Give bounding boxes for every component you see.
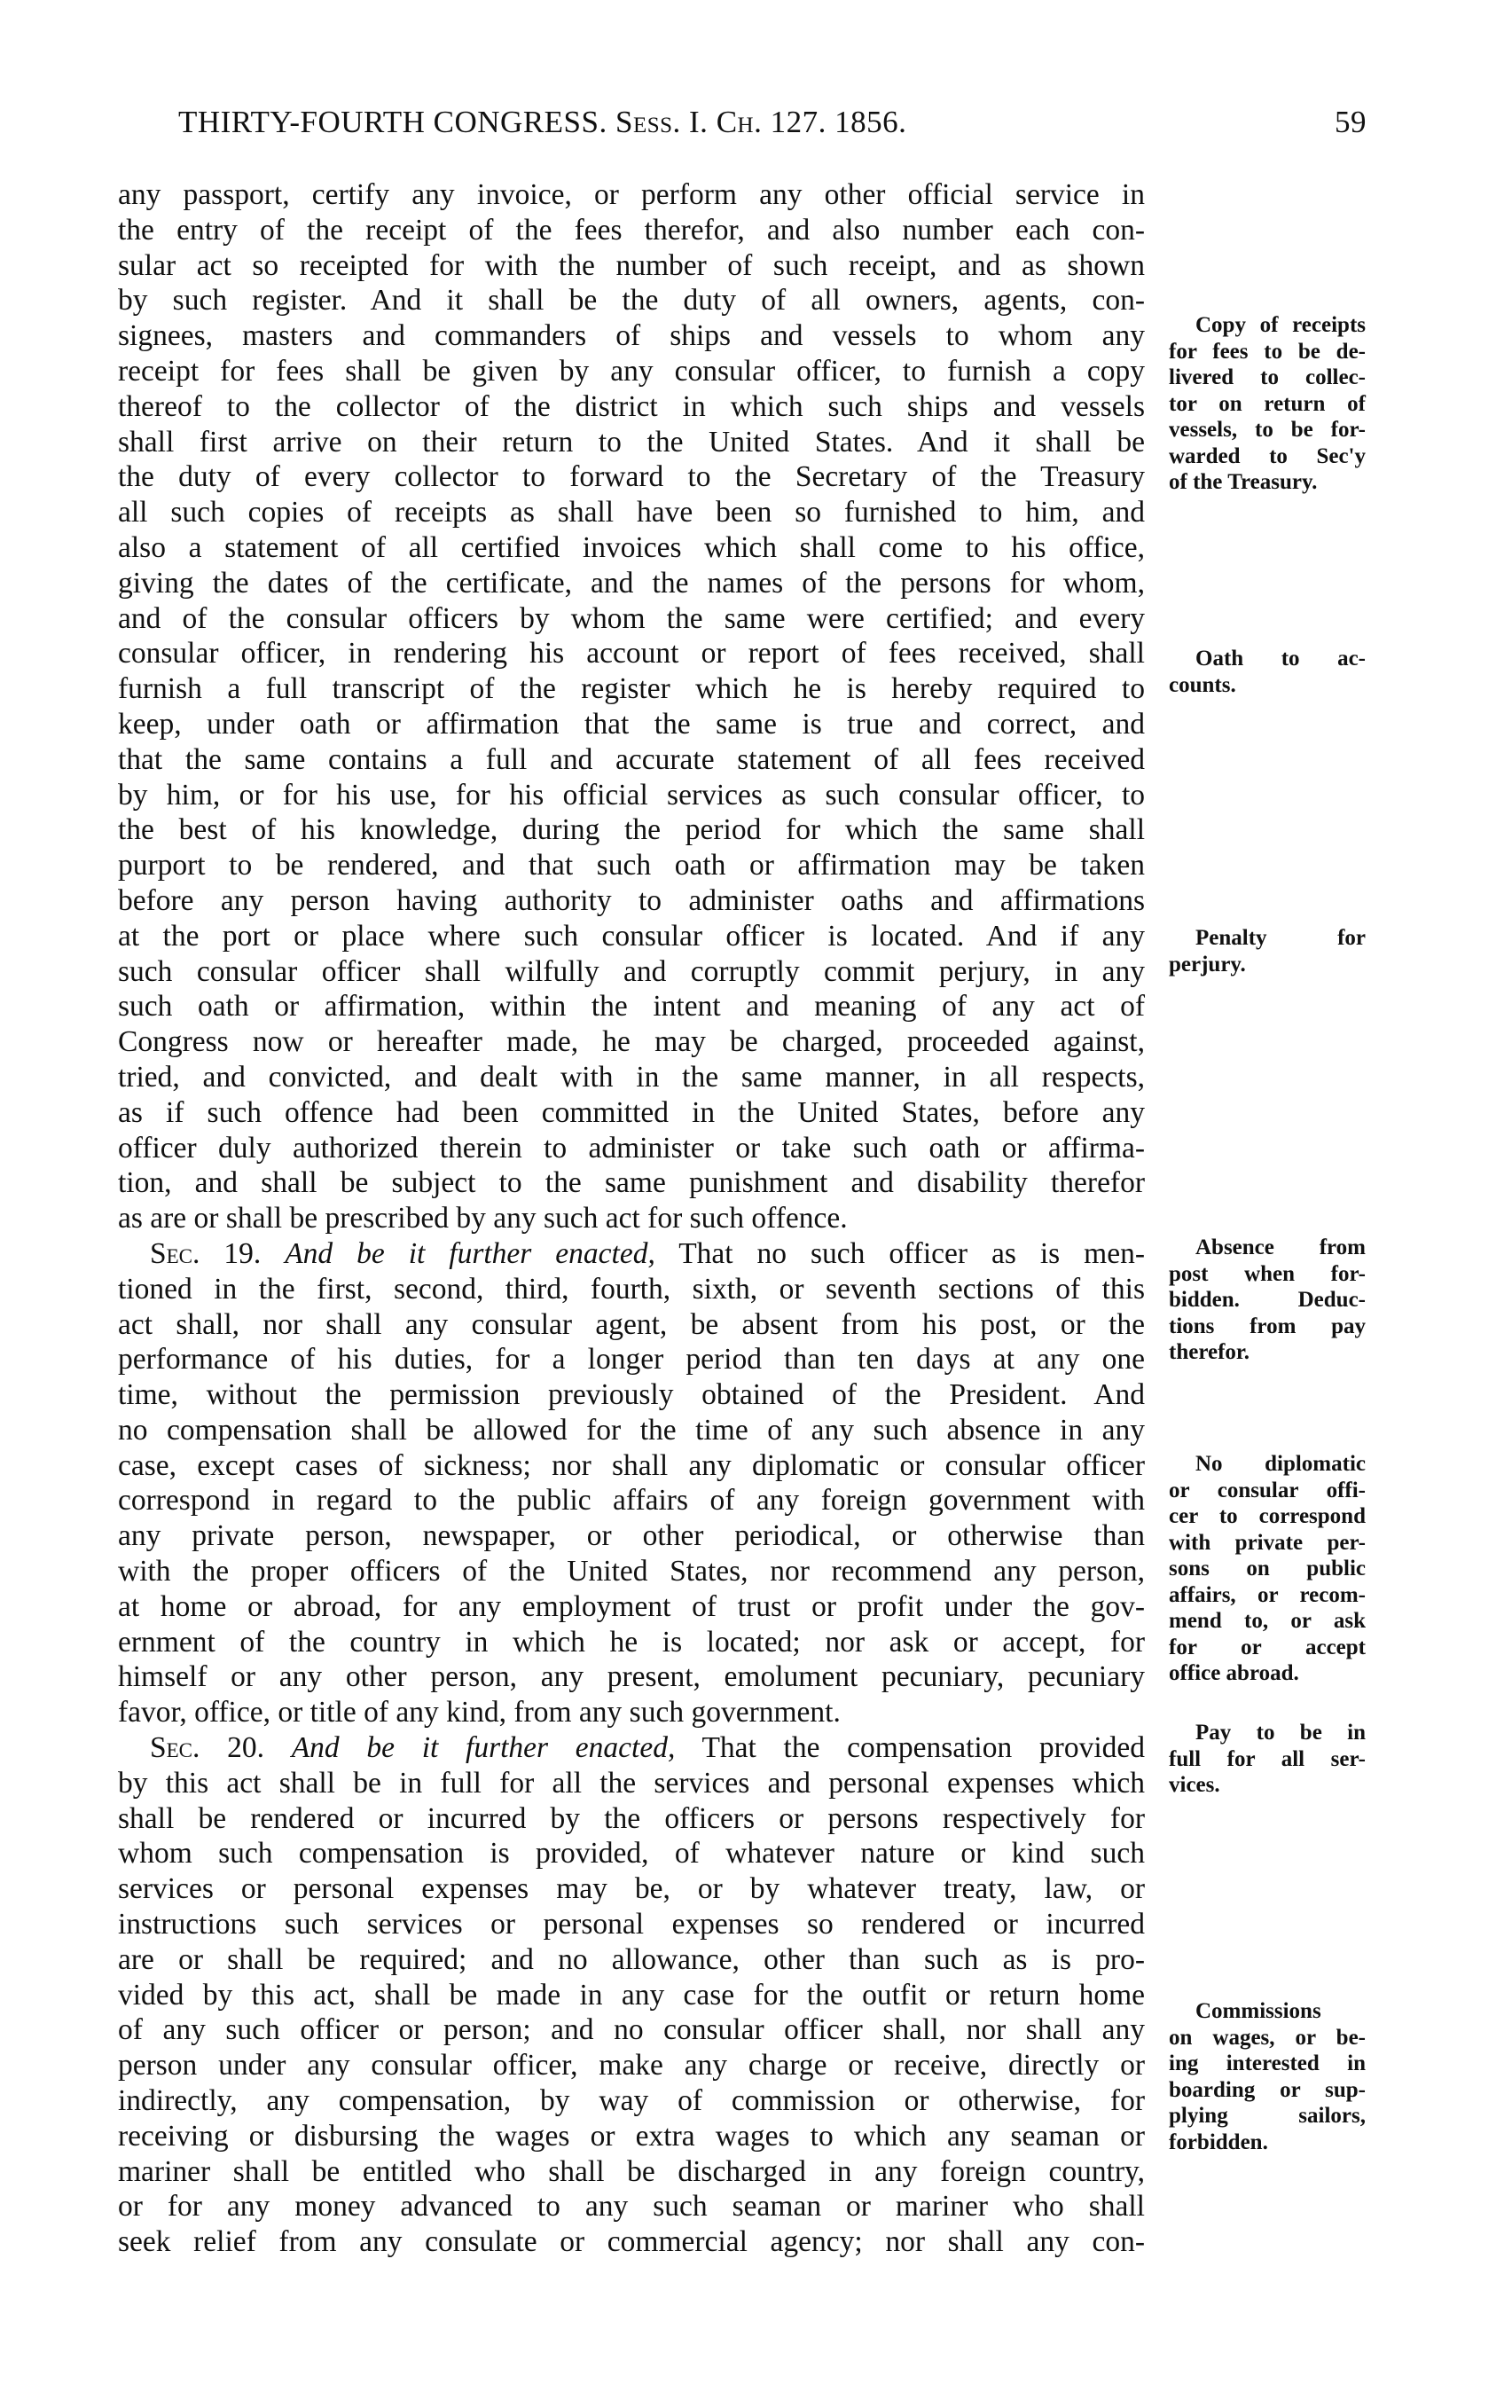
text-line bbox=[118, 1730, 1145, 1766]
text-line: consular officer, in rendering his account or report of fees received, shall bbox=[118, 637, 1145, 671]
margin-note-line: sons on public bbox=[1169, 1557, 1366, 1580]
session-label: Sess. I. bbox=[615, 105, 709, 139]
margin-note-line: full for all ser- bbox=[1169, 1746, 1366, 1771]
margin-note-line: or consular offi- bbox=[1169, 1478, 1366, 1502]
margin-note-line: forbidden. bbox=[1169, 2130, 1268, 2154]
margin-note-line: Copy of receipts bbox=[1195, 313, 1366, 337]
text-line: receipt for fees shall be given by any consular officer, to furnish a copy bbox=[118, 354, 1145, 388]
text-line: keep, under oath or affirmation that the same is true and correct, and bbox=[118, 707, 1145, 741]
margin-note-line: plying sailors, bbox=[1169, 2104, 1366, 2128]
text-line: signees, masters and commanders of ships and vessels to whom any bbox=[118, 319, 1145, 353]
text-line: or for any money advanced to any such seaman or mariner who shall bbox=[118, 2190, 1145, 2224]
margin-note-line: vessels, to be for- bbox=[1169, 418, 1366, 442]
section-text: That no such officer as is men- bbox=[678, 1236, 1145, 1270]
text-line: indirectly, any compensation, by way of commission or otherwise, for bbox=[118, 2084, 1145, 2118]
year-label: 1856. bbox=[834, 105, 907, 139]
margin-note-line: Penalty for bbox=[1195, 926, 1366, 950]
text-line: of any such officer or person; and no consular officer shall, nor shall any bbox=[118, 2013, 1145, 2047]
margin-note-line: cer to correspond bbox=[1169, 1504, 1366, 1528]
margin-note-line: No diplomatic bbox=[1195, 1452, 1366, 1476]
text-line: instructions such services or personal expenses so rendered or incurred bbox=[118, 1908, 1145, 1941]
text-line: vided by this act, shall be made in any case for the outfit or return home bbox=[118, 1978, 1145, 2012]
text-line: furnish a full transcript of the register which he is hereby required to bbox=[118, 672, 1145, 706]
page-number: 59 bbox=[1335, 105, 1367, 139]
text-line: correspond in regard to the public affairs of any foreign government with bbox=[118, 1484, 1145, 1518]
margin-note-line: warded to Sec'y bbox=[1169, 443, 1366, 468]
text-line: by him, or for his use, for his official services as such consular officer, to bbox=[118, 778, 1145, 812]
text-line: services or personal expenses may be, or by whatever treaty, law, or bbox=[118, 1872, 1145, 1906]
text-line: no compensation shall be allowed for the time of any such absence in any bbox=[118, 1413, 1145, 1447]
text-line: all such copies of receipts as shall have been so furnished to him, and bbox=[118, 496, 1145, 529]
margin-note-line: livered to collec- bbox=[1169, 365, 1366, 389]
congress-title: THIRTY-FOURTH CONGRESS. bbox=[178, 105, 607, 139]
margin-note-line: tor on return of bbox=[1169, 391, 1366, 416]
margin-note-line: Oath to ac- bbox=[1195, 647, 1366, 671]
text-line bbox=[118, 1236, 1145, 1272]
text-line: that the same contains a full and accurate statement of all fees received bbox=[118, 742, 1145, 776]
text-line: favor, office, or title of any kind, from any such government. bbox=[118, 1696, 841, 1730]
text-line: whom such compensation is provided, of whatever nature or kind such bbox=[118, 1837, 1145, 1871]
text-line: officer duly authorized therein to administer or take such oath or affirma- bbox=[118, 1131, 1145, 1165]
margin-note-copy-of-receipts bbox=[1169, 312, 1366, 496]
text-line: sular act so receipted for with the number of such receipt, and as shown bbox=[118, 248, 1145, 282]
margin-note-line: boarding or sup- bbox=[1169, 2077, 1366, 2102]
margin-note-absence-from-post bbox=[1169, 1235, 1366, 1366]
margin-note-oath-to-accounts bbox=[1169, 646, 1366, 698]
text-line: shall first arrive on their return to the United States. And it shall be bbox=[118, 425, 1145, 459]
margin-note-line: Pay to be in bbox=[1195, 1721, 1366, 1745]
margin-note-line: bidden. Deduc- bbox=[1169, 1288, 1366, 1312]
text-line: as if such offence had been committed in the United States, before any bbox=[118, 1095, 1145, 1129]
text-line: any private person, newspaper, or other periodical, or otherwise than bbox=[118, 1519, 1145, 1553]
text-line: by this act shall be in full for all the services and personal expenses which bbox=[118, 1766, 1145, 1800]
running-header bbox=[178, 105, 1367, 149]
margin-note-line: on wages, or be- bbox=[1169, 2025, 1366, 2050]
text-line: the entry of the receipt of the fees therefor, and also number each con- bbox=[118, 213, 1145, 247]
text-line: purport to be rendered, and that such oath or affirmation may be taken bbox=[118, 849, 1145, 882]
margin-note-line: post when for- bbox=[1169, 1261, 1366, 1286]
text-line: at home or abroad, for any employment of trust or profit under the gov- bbox=[118, 1589, 1145, 1623]
text-line: before any person having authority to administer oaths and affirmations bbox=[118, 883, 1145, 917]
margin-note-line: Commissions bbox=[1195, 1999, 1321, 2023]
chapter-label: Ch. 127. bbox=[716, 105, 827, 139]
margin-note-line: office abroad. bbox=[1169, 1661, 1299, 1685]
text-line: such consular officer shall wilfully and corruptly commit perjury, in any bbox=[118, 954, 1145, 988]
statute-text bbox=[118, 177, 1145, 2260]
section-label: Sec. 19. bbox=[150, 1236, 262, 1270]
margin-note-pay-in-full bbox=[1169, 1720, 1366, 1799]
text-line: giving the dates of the certificate, and the names of the persons for whom, bbox=[118, 566, 1145, 600]
text-line: at the port or place where such consular officer is located. And if any bbox=[118, 919, 1145, 953]
margin-note-line: affairs, or recom- bbox=[1169, 1582, 1366, 1607]
text-line: by such register. And it shall be the duty of all owners, agents, con- bbox=[118, 284, 1145, 318]
text-line: seek relief from any consulate or commercial agency; nor shall any con- bbox=[118, 2225, 1145, 2259]
text-line: act shall, nor shall any consular agent, be absent from his post, or the bbox=[118, 1307, 1145, 1341]
text-line: receiving or disbursing the wages or extra wages to which any seaman or bbox=[118, 2119, 1145, 2153]
margin-note-line: vices. bbox=[1169, 1773, 1220, 1797]
text-line: mariner shall be entitled who shall be discharged in any foreign country, bbox=[118, 2154, 1145, 2188]
margin-note-commissions-on-wages bbox=[1169, 1998, 1366, 2155]
text-line: as are or shall be prescribed by any such act for such offence. bbox=[118, 1202, 848, 1235]
enacting-clause: And be it further enacted, bbox=[291, 1731, 676, 1765]
text-line: are or shall be required; and no allowance, other than such as is pro- bbox=[118, 1942, 1145, 1976]
margin-note-line: for fees to be de- bbox=[1169, 339, 1366, 364]
section-label: Sec. 20. bbox=[150, 1731, 264, 1765]
margin-note-line: ing interested in bbox=[1169, 2051, 1366, 2075]
text-line: shall be rendered or incurred by the officers or persons respectively for bbox=[118, 1801, 1145, 1835]
text-line: any passport, certify any invoice, or perform any other official service in bbox=[118, 178, 1145, 211]
text-line: Congress now or hereafter made, he may be charged, proceeded against, bbox=[118, 1025, 1145, 1059]
text-line: himself or any other person, any present, emolument pecuniary, pecuniary bbox=[118, 1660, 1145, 1694]
margin-note-line: with private per- bbox=[1169, 1530, 1366, 1555]
margin-note-penalty-for-perjury bbox=[1169, 925, 1366, 977]
margin-note-line: perjury. bbox=[1169, 952, 1246, 977]
margin-note-line: therefor. bbox=[1169, 1340, 1250, 1364]
text-line: tioned in the first, second, third, fourth, sixth, or seventh sections of this bbox=[118, 1272, 1145, 1306]
text-line: ernment of the country in which he is located; nor ask or accept, for bbox=[118, 1625, 1145, 1659]
text-line: such oath or affirmation, within the intent and meaning of any act of bbox=[118, 990, 1145, 1024]
text-line: tion, and shall be subject to the same punishment and disability therefor bbox=[118, 1166, 1145, 1200]
text-line: person under any consular officer, make any charge or receive, directly or bbox=[118, 2049, 1145, 2082]
text-line: the duty of every collector to forward to the Secretary of the Treasury bbox=[118, 460, 1145, 494]
enacting-clause: And be it further enacted, bbox=[285, 1236, 655, 1270]
margin-note-no-diplomatic-correspondence bbox=[1169, 1451, 1366, 1687]
section-text: That the compensation provided bbox=[701, 1731, 1146, 1765]
text-line: and of the consular officers by whom the same were certified; and every bbox=[118, 601, 1145, 635]
text-line: with the proper officers of the United States, nor recommend any person, bbox=[118, 1555, 1145, 1588]
text-line: tried, and convicted, and dealt with in the same manner, in all respects, bbox=[118, 1060, 1145, 1094]
margin-note-line: of the Treasury. bbox=[1169, 470, 1318, 494]
text-line: case, except cases of sickness; nor shall any diplomatic or consular officer bbox=[118, 1448, 1145, 1482]
text-line: performance of his duties, for a longer period than ten days at any one bbox=[118, 1343, 1145, 1377]
margin-note-line: tions from pay bbox=[1169, 1314, 1366, 1338]
text-line: thereof to the collector of the district in which such ships and vessels bbox=[118, 389, 1145, 423]
margin-note-line: mend to, or ask bbox=[1169, 1609, 1366, 1633]
text-line: time, without the permission previously obtained of the President. And bbox=[118, 1378, 1145, 1412]
margin-note-line: for or accept bbox=[1169, 1635, 1366, 1659]
text-line: also a statement of all certified invoices which shall come to his office, bbox=[118, 530, 1145, 564]
header-title bbox=[178, 105, 906, 140]
text-line: the best of his knowledge, during the period for which the same shall bbox=[118, 813, 1145, 847]
margin-note-line: Absence from bbox=[1195, 1235, 1366, 1259]
margin-note-line: counts. bbox=[1169, 672, 1236, 697]
